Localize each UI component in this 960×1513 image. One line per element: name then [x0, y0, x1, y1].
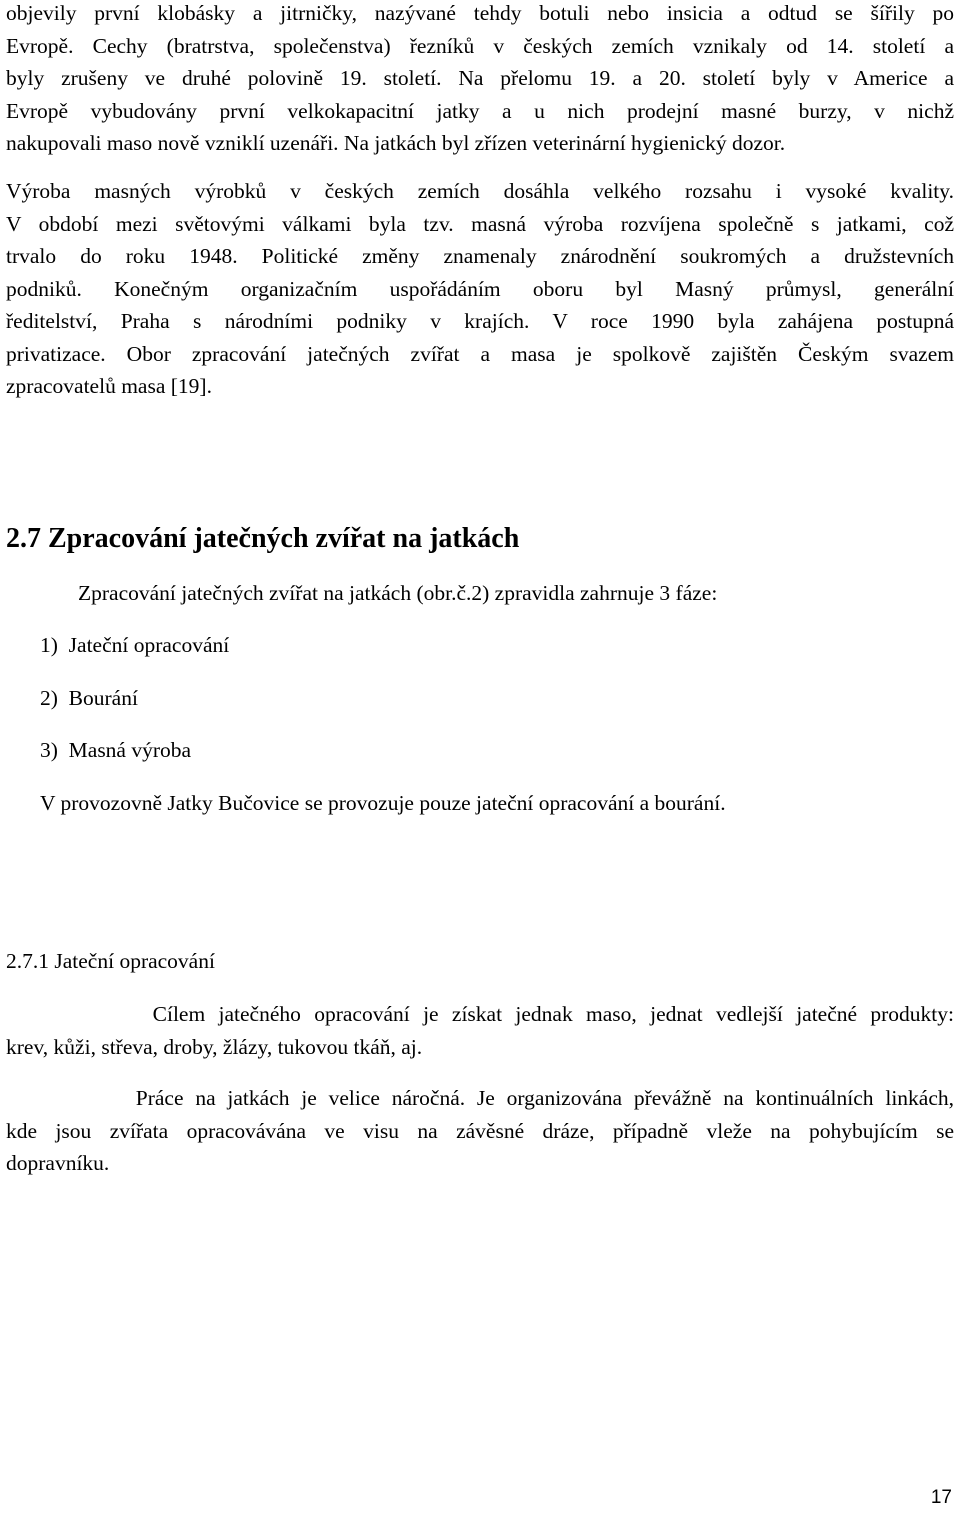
intro-line-1: objevily první klobásky a jitrničky, nazývané tehdy botuli nebo insicia a odtud se šířily po	[6, 1, 954, 25]
intro-line-3: byly zrušeny ve druhé polovině 19. století. Na přelomu 19. a 20. století byly v Americe a	[6, 66, 954, 90]
page-number: 17	[930, 1487, 952, 1508]
section-intro: Zpracování jatečných zvířat na jatkách (obr.č.2) zpravidla zahrnuje 3 fáze:	[78, 581, 718, 605]
production-line-3: trvalo do roku 1948. Politické změny znamenaly znárodnění soukromých a družstevních	[6, 244, 954, 268]
intro-line-2: Evropě. Cechy (bratrstva, společenstva) řezníků v českých zemích vznikaly od 14. století a	[6, 33, 954, 58]
goal-paragraph	[6, 998, 954, 1063]
production-line-6: privatizace. Obor zpracování jatečných zvířat a masa je spolkově zajištěn Českým svazem	[6, 341, 954, 366]
work-line-2: kde jsou zvířata opracovávána ve visu na závěsné dráze, případně vleže na pohybujícím se	[6, 1118, 954, 1143]
work-line-1: Práce na jatkách je velice náročná. Je organizována převážně na kontinuálních linkách,	[6, 1086, 954, 1110]
section-heading: 2.7 Zpracování jatečných zvířat na jatkách	[6, 523, 520, 554]
production-line-2: V období mezi světovými válkami byla tzv. masná výroba rozvíjena společně s jatkami, což	[6, 211, 954, 236]
intro-line-5: nakupovali maso nově vzniklí uzenáři. Na jatkách byl zřízen veterinární hygienický dozor.	[6, 131, 786, 155]
phase-item-3: 3) Masná výroba	[40, 738, 192, 762]
phase-item-2: 2) Bourání	[40, 686, 138, 710]
production-line-4: podniků. Konečným organizačním uspořádáním oboru byl Masný průmysl, generální	[6, 276, 954, 301]
goal-line-1: Cílem jatečného opracování je získat jednak maso, jednat vedlejší jatečné produkty:	[6, 1002, 954, 1026]
intro-paragraph	[6, 0, 954, 160]
intro-line-4: Evropě vybudovány první velkokapacitní jatky a u nich prodejní masné burzy, v nichž	[6, 98, 954, 123]
production-line-1: Výroba masných výrobků v českých zemích dosáhla velkého rozsahu i vysoké kvality.	[6, 179, 954, 203]
subsection-heading: 2.7.1 Jateční opracování	[6, 949, 215, 973]
bucovice-note: V provozovně Jatky Bučovice se provozuje pouze jateční opracování a bourání.	[40, 791, 726, 815]
work-paragraph	[6, 1082, 954, 1180]
production-line-7: zpracovatelů masa [19].	[6, 374, 212, 398]
phase-item-1: 1) Jateční opracování	[40, 633, 230, 657]
work-line-3: dopravníku.	[6, 1151, 110, 1175]
goal-line-2: krev, kůži, střeva, droby, žlázy, tukovou tkáň, aj.	[6, 1034, 423, 1059]
production-paragraph	[6, 175, 954, 403]
production-line-5: ředitelství, Praha s národními podniky v krajích. V roce 1990 byla zahájena postupná	[6, 309, 954, 333]
